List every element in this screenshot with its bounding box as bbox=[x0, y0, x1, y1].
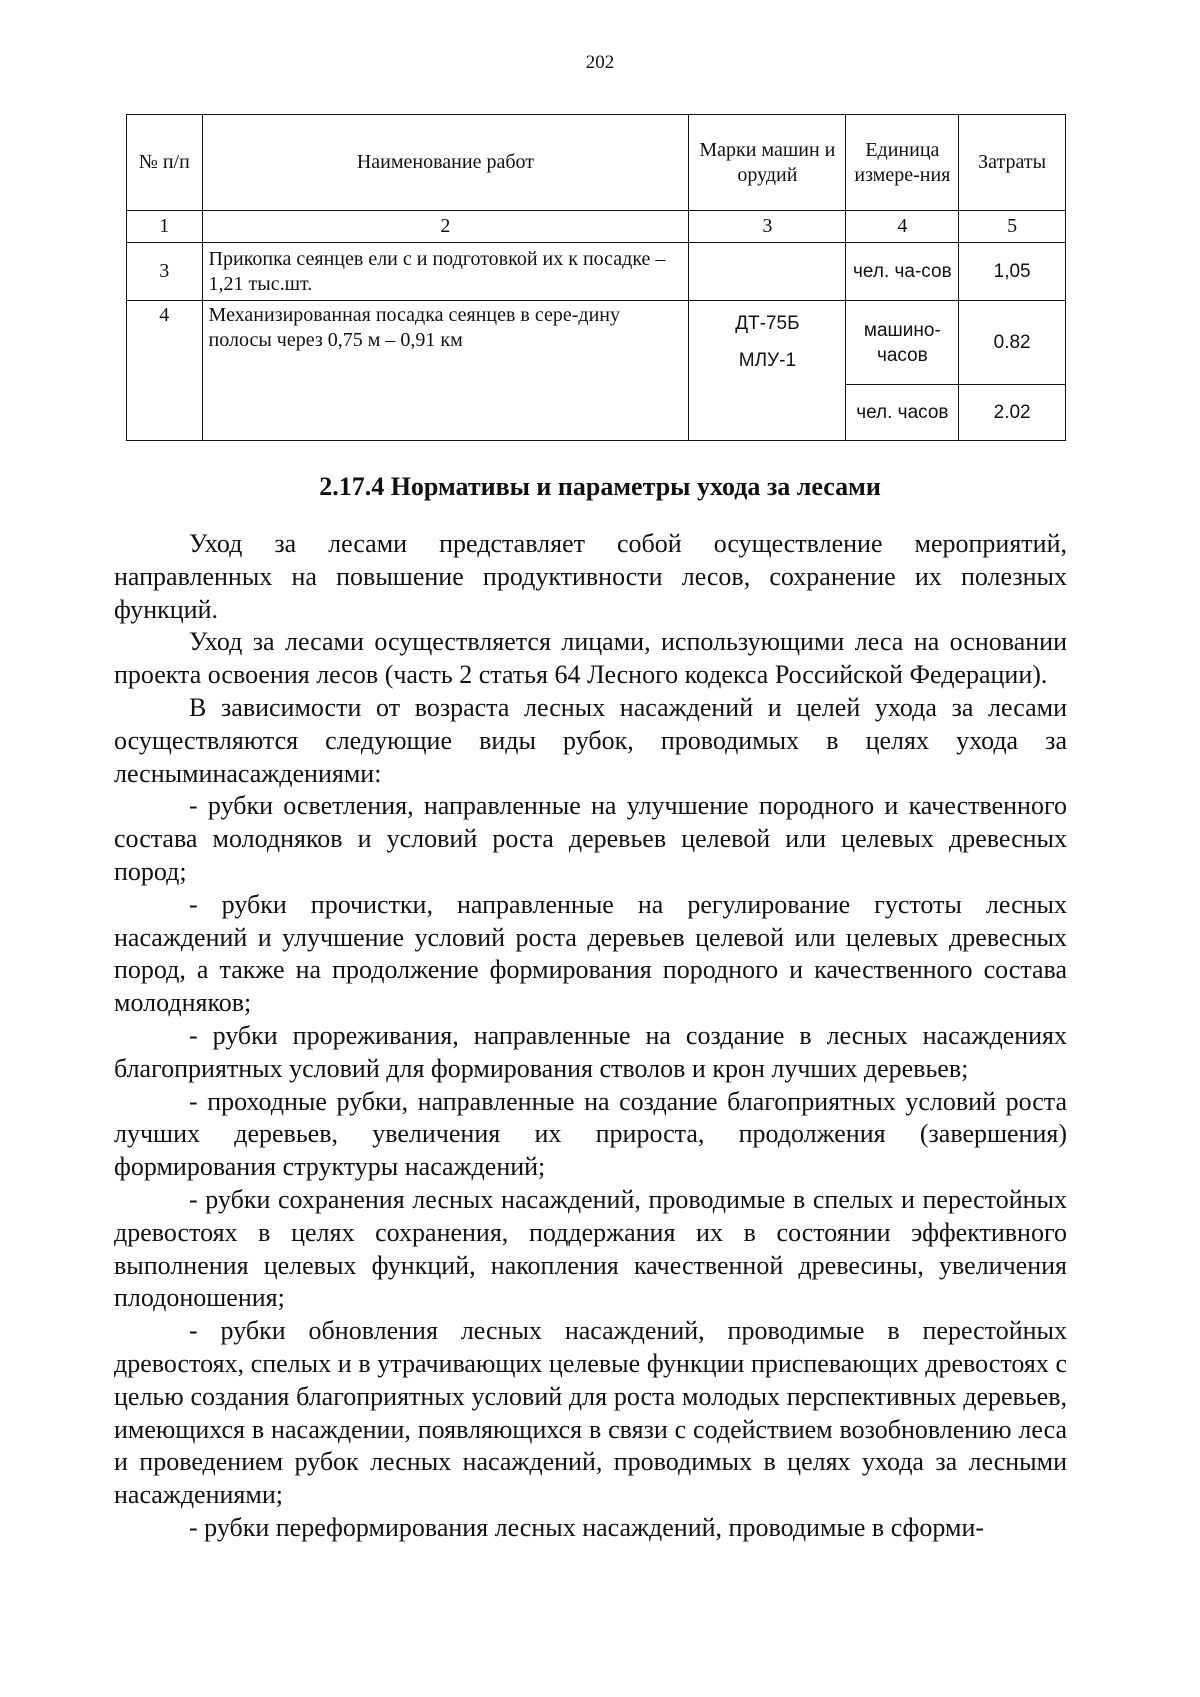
body-text bbox=[114, 528, 1067, 1545]
row-cost: 0.82 bbox=[959, 301, 1066, 385]
row-name: Прикопка сеянцев ели с и подготовкой их к посадке – 1,21 тыс.шт. bbox=[202, 243, 689, 301]
list-item: - рубки обновления лесных насаждений, проводимые в перестойных древостоях, спелых и в утрачивающих целевые функции приспевающих древостоях с целью создания благоприятных условий для роста молодых перспективных деревьев, имеющихся в насаждении, появляющихся в связи с содействием возобновлению леса и проведением рубок лесных насаждений, проводимых в целях ухода за лесными насаждениями; bbox=[114, 1316, 1067, 1510]
section-heading: 2.17.4 Нормативы и параметры ухода за лесами bbox=[319, 472, 881, 501]
row-name bbox=[202, 301, 689, 441]
table-header-row bbox=[127, 115, 1066, 211]
col-number-5: 5 bbox=[959, 211, 1066, 243]
row-name-line1: Механизированная посадка сеянцев в сере-дину bbox=[208, 304, 620, 326]
works-table bbox=[126, 114, 1066, 441]
list-item: - рубки сохранения лесных насаждений, проводимые в спелых и перестойных древостоях в целях сохранения, поддержания их в состоянии эффективного выполнения целевых функций, накопления качественной древесины, увеличения плодоношения; bbox=[114, 1184, 1067, 1313]
list-item: - рубки переформирования лесных насаждений, проводимые в сформи- bbox=[189, 1512, 985, 1542]
col-number-4: 4 bbox=[846, 211, 959, 243]
mark-dt75b: ДТ-75Б bbox=[735, 313, 800, 334]
paragraph: Уход за лесами осуществляется лицами, использующими леса на основании проекта освоения лесов (часть 2 статья 64 Лесного кодекса Российской Федерации). bbox=[114, 627, 1067, 690]
col-number-1: 1 bbox=[127, 211, 203, 243]
page-number: 202 bbox=[585, 52, 615, 73]
header-cost: Затраты bbox=[959, 115, 1066, 211]
row-unit: чел. часов bbox=[846, 385, 959, 441]
table-row bbox=[127, 301, 1066, 385]
row-num: 4 bbox=[127, 301, 203, 441]
paragraph: В зависимости от возраста лесных насаждений и целей ухода за лесами осуществляются следующие виды рубок, проводимых в целях ухода за лесныминасаждениями: bbox=[114, 692, 1067, 788]
paragraph: Уход за лесами представляет собой осуществление мероприятий, направленных на повышение продуктивности лесов, сохранение их полезных функций. bbox=[114, 529, 1067, 624]
table-row bbox=[127, 243, 1066, 301]
col-number-2: 2 bbox=[202, 211, 689, 243]
row-num: 3 bbox=[127, 243, 203, 301]
column-number-row bbox=[127, 211, 1066, 243]
list-item: - рубки прочистки, направленные на регулирование густоты лесных насаждений и улучшение условий роста деревьев целевой или целевых древесных пород, а также на продолжение формирования породного и качественного состава молодняков; bbox=[114, 889, 1067, 1018]
row-cost: 1,05 bbox=[959, 243, 1066, 301]
col-number-3: 3 bbox=[689, 211, 846, 243]
list-item: - рубки осветления, направленные на улучшение породного и качественного состава молодняков и условий роста деревьев целевой или целевых древесных пород; bbox=[114, 791, 1067, 886]
header-marks: Марки машин и орудий bbox=[689, 115, 846, 211]
list-item: - проходные рубки, направленные на создание благоприятных условий роста лучших деревьев, увеличения их прироста, продолжения (завершения) формирования структуры насаждений; bbox=[114, 1086, 1067, 1182]
header-num: № п/п bbox=[127, 115, 203, 211]
header-name: Наименование работ bbox=[202, 115, 689, 211]
row-unit: машино-часов bbox=[846, 301, 959, 385]
row-marks bbox=[689, 301, 846, 441]
row-cost: 2.02 bbox=[959, 385, 1066, 441]
row-marks-empty bbox=[689, 243, 846, 301]
list-item: - рубки прореживания, направленные на создание в лесных насаждениях благоприятных условий для формирования стволов и крон лучших деревьев; bbox=[114, 1020, 1067, 1083]
mark-mlu1: МЛУ-1 bbox=[738, 350, 797, 371]
row-name-line2: полосы через 0,75 м – 0,91 км bbox=[208, 329, 463, 351]
header-unit: Единица измере-ния bbox=[846, 115, 959, 211]
row-unit: чел. ча-сов bbox=[846, 243, 959, 301]
